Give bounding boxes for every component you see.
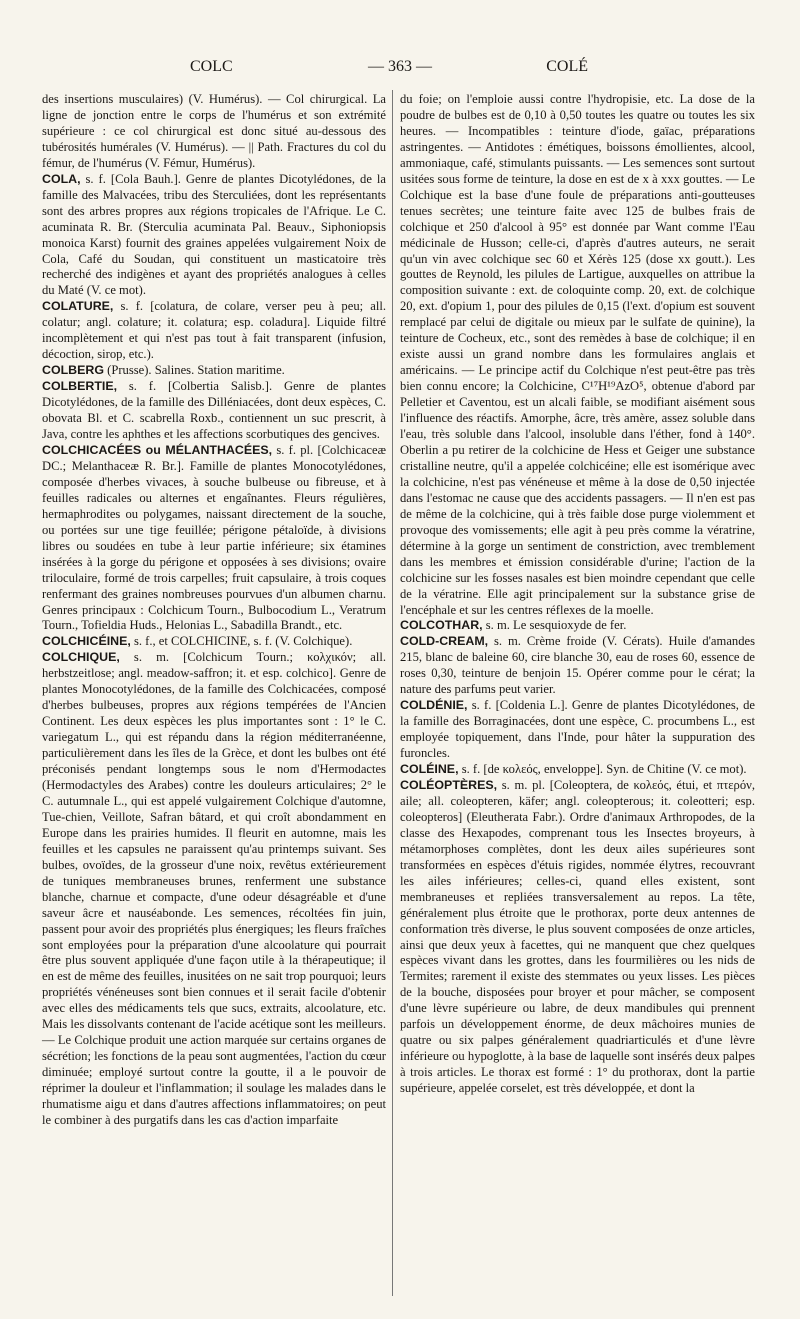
entry-text: s. m. Crème froide (V. Cérats). Huile d'amandes 215, blanc de baleine 60, cire blanche 30, eau de roses 60, essence de roses 0,30, teinture de benjoin 15. Opérer comme pour le cérat; la nature des parfums peut varier. xyxy=(400,634,755,697)
entry-text: des insertions musculaires) (V. Humérus). — Col chirurgical. La ligne de jonction entre le corps de l'humérus et son extrémité supérieure : ce col chirurgical est donc situé au-dessous des tubérosités humérales (V. Humérus). — || Path. Fractures du col du fémur, de l'humérus (V. Fémur, Humérus). xyxy=(42,92,386,170)
entry-text: s. f., et COLCHICINE, s. f. (V. Colchique). xyxy=(133,634,353,649)
entry-colature xyxy=(42,299,386,363)
headword: COLD-CREAM, xyxy=(400,634,489,649)
headword: COLCHICÉINE, xyxy=(42,634,131,649)
headword: COLCHICACÉES ou MÉLANTHACÉES, xyxy=(42,442,273,457)
header-left-keyword: COLC xyxy=(190,58,233,75)
entry-coleopteres xyxy=(400,778,755,1097)
column-divider xyxy=(392,90,393,1296)
running-header xyxy=(40,58,760,80)
page-number: — 363 — xyxy=(368,58,432,75)
headword: COLCOTHAR, xyxy=(400,618,483,633)
entry-cola xyxy=(42,172,386,300)
headword: COLBERTIE, xyxy=(42,379,118,394)
headword: COLATURE, xyxy=(42,299,114,314)
entry-colchiceine xyxy=(42,634,386,650)
entry-text: du foie; on l'emploie aussi contre l'hydropisie, etc. La dose de la poudre de bulbes est de 0,10 à 0,50 toutes les quatre ou toutes les six heures. — Incompatibles : teinture d'iode, gaïac, préparations astringentes. — Antidotes : émétiques, boissons émollientes, alcool, ammoniaque, café, stimulants puissants. — Les semences sont surtout usitées sous forme de teinture, la dose en est de x à xxx gouttes. — Le Colchique est la base d'une foule de préparations anti-goutteuses tenues secrètes; une teinture faite avec 125 de bulbes frais de colchique et 250 d'alcool à 95° est donnée par Want comme l'Eau médicinale de Husson; celle-ci, d'après d'autres auteurs, ne serait qu'un vin avec colchique sec 60 et Xérès 125 (dose xx goutt.). Les gouttes de Reynold, les pilules de Lartigue, auxquelles on attribue la composition suivante : ext. de coloquinte comp. 20, ext. de colchique 20, ext. d'opium 1, pour des pilules de 0,15 (l'ext. d'opium est souvent remplacé par celui de digitale ou mieux par le sulfate de quinine), la teinture de Cocheux, etc., sont des remèdes à base de colchique; il en existe aussi un grand nombre dans les formulaires anglais et américains. — Le principe actif du Colchique n'est peut-être pas très bien connu encore; la Colchicine, C¹⁷H¹⁹AzO⁵, obtenue d'abord par Pelletier et Caventou, est un alcali faible, se modifiant aisément sous l'influence des réactifs. Amorphe, âcre, très amère, assez soluble dans l'eau, très soluble dans l'alcool, insoluble dans l'éther, fond à 140°. Oberlin a pu retirer de la colchicine de Hess et Geiger une substance cristalline neutre, qu'il a appelée colchicéine; elle est isomérique avec la colchicine, n'est pas vénéneuse et même à la dose de 0,50 injectée dans l'estomac ne cause que des accidents passagers. — Il n'en est pas de même de la colchicine, qui à très faible dose purge violemment et provoque des vomissements; elle agit à peu près comme la vératrine, détermine à la gorge un sentiment de constriction, avec tremblement dans les membres et émission considérable d'urine; l'action de la colchicine sur les fosses nasales est bien moindre cependant que celle de la vératrine. Elle agit principalement sur la substance grise de l'encéphale et sur les centres réflexes de la moelle. xyxy=(400,92,755,617)
headword: COLA, xyxy=(42,171,81,186)
headword: COLÉINE, xyxy=(400,762,459,777)
entry-text: s. f. [Cola Bauh.]. Genre de plantes Dicotylédones, de la famille des Malvacées, tribu des Sterculiées, dont les représentants sont des arbres propres aux régions tropicales de l'Afrique. Le C. acuminata R. Br. (Sterculia acuminata Pal. Beauv., Siphoniopsis monoica Karst) fournit des graines appelées vulgairement Noix de Cola, Café du Soudan, qui constituent un masticatoire très recherché des indigènes et ayant des propriétés analogues à celles du Maté (V. ce mot). xyxy=(42,171,386,298)
header-right-keyword: COLÉ xyxy=(546,58,588,75)
entry-text: s. f. [Coldenia L.]. Genre de plantes Dicotylédones, de la famille des Borraginacées, dont une espèce, C. procumbens L., est employée topiquement, dans l'Inde, pour hâter la suppuration des furoncles. xyxy=(400,698,755,761)
headword: COLBERG xyxy=(42,363,104,378)
entry-col-continuation xyxy=(42,92,386,172)
entry-colbertie xyxy=(42,379,386,443)
headword: COLDÉNIE, xyxy=(400,698,468,713)
entry-text: s. f. pl. [Colchicaceæ DC.; Melanthaceæ R. Br.]. Famille de plantes Monocotylédones, composée d'herbes vivaces, à souche bulbeuse ou fibreuse, et à feuilles radicales ou alternes et engaînantes. Fleurs régulières, hermaphrodites ou polygames, naissant directement de la souche, ou portées sur une tige feuillée; périgone pétaloïde, à divisions libres ou soudées en tube à leur partie inférieure; six étamines insérées à la gorge du périgone et opposées à ses divisions; ovaire triloculaire, formé de trois carpelles; fruit capsulaire, à trois coques renfermant des graines nombreuses pourvues d'un albumen charnu. Genres principaux : Colchicum Tourn., Bulbocodium L., Veratrum Tourn., Tofieldia Huds., Helonias L., Sabadilla Brandt., etc. xyxy=(42,442,386,633)
left-column xyxy=(42,92,386,1129)
entry-text: s. m. [Colchicum Tourn.; κολχικόν; all. herbstzeitlose; angl. meadow-saffron; it. et esp. colchico]. Genre de plantes Monocotylédones, de la famille des Colchicacées, composé d'herbes bulbeuses, propres aux régions tempérées de l'Ancien Continent. Les deux espèces les plus importantes sont : 1° le C. variegatum L., qui est répandu dans la région méditerranéenne, particulièrement dans les îles de la Grèce, et dont les bulbes ont été préconisés pendant longtemps sous le nom d'Hermodactes (Hermodactyles des Arabes) contre les douleurs articulaires; 2° le C. autumnale L., qui est appelé vulgairement Colchique d'automne, Tue-chien, Veillote, Safran bâtard, et qui croît abondamment en Europe dans les prairies humides. Il fleurit en automne, mais les feuilles et les capsules ne paraissent qu'au printemps suivant. Ses bulbes, ovoïdes, de la grosseur d'une noix, revêtus extérieurement de tuniques membraneuses brunes, renferment une substance blanche, charnue et compacte, d'une odeur désagréable et d'une saveur âcre et nauséabonde. Les semences, récoltées fin juin, passent pour avoir des propriétés plus énergiques; les fleurs fraîches sont employées pour la préparation d'une alcoolature qui pourrait être plus souvent appliquée d'une façon utile à la thérapeutique; il en est de même des feuilles, inusitées on ne sait trop pourquoi; leurs propriétés vénéneuses sont bien connues et il serait facile d'obtenir avec elles des médicaments tels que sucs, extraits, alcoolature, etc. Mais les dissolvants contenant de l'acide acétique sont les meilleurs. — Le Colchique produit une action marquée sur certains organes de sécrétion; les fonctions de la peau sont augmentées, l'action du cœur diminuée; employé surtout contre la goutte, il a le pouvoir de réprimer la douleur et l'inflammation; il soulage les malades dans le rhumatisme aigu et dans d'autres affections inflammatoires; on peut le combiner à des purgatifs dans les cas d'action imparfaite xyxy=(42,650,386,1127)
right-column xyxy=(400,92,755,1097)
entry-text: (Prusse). Salines. Station maritime. xyxy=(107,363,285,378)
entry-text: s. f. [colatura, de colare, verser peu à peu; all. colatur; angl. colature; it. colatura; esp. coladura]. Liquide filtré incomplètement et qui n'est pas tout à fait transparent (infusion, décoction, sirop, etc.). xyxy=(42,299,387,362)
entry-text: s. f. [Colbertia Salisb.]. Genre de plantes Dicotylédones, de la famille des Dilléniacées, dont deux espèces, C. obovata Bl. et C. scabrella Roxb., contiennent un suc prescrit, à Java, contre les aphthes et les affections scorbutiques des gencives. xyxy=(42,379,386,442)
headword: COLCHIQUE, xyxy=(42,650,120,665)
entry-coleine xyxy=(400,762,755,778)
entry-text: s. m. pl. [Coleoptera, de κολεός, étui, et πτερόν, aile; all. coleopteren, käfer; angl. coleopterous; it. coleotteri; esp. coleopteros] (Eleutherata Fabr.). Ordre d'animaux Arthropodes, de la classe des Hexapodes, comprenant tous les Insectes broyeurs, à métamorphoses complètes, dont les deux ailes supérieures sont transformées en espèces d'étuis rigides, nommée élytres, recouvrant les ailes inférieures; celles-ci, quand elles existent, sont membraneuses et repliées transversalement au repos. La tête, généralement plus étroite que le prothorax, porte deux antennes de conformation très diverse, le plus souvent composées de onze articles, ainsi que deux yeux à facettes, qui ne manquent que chez quelques espèces vivant dans les grottes, dans les fourmilières ou les nids de Termites; rarement il existe des stemmates ou yeux lisses. Les pièces de la bouche, disposées pour broyer et pour mâcher, se composent d'une lèvre supérieure ou labre, de deux mandibules qui prennent parfois un développement énorme, de deux mâchoires munies de quatre ou six palpes généralement quadriarticulés et d'une lèvre inférieure ou hypoglotte, à la base de laquelle sont insérés deux palpes à trois articles. Le thorax est formé : 1° du prothorax, dont la partie supérieure, appelée corselet, est très développée, et dont la xyxy=(400,777,755,1096)
entry-colberg xyxy=(42,363,386,379)
entry-colcothar xyxy=(400,618,755,634)
entry-text: s. f. [de κολεός, enveloppe]. Syn. de Chitine (V. ce mot). xyxy=(461,762,747,777)
headword: COLÉOPTÈRES, xyxy=(400,777,498,792)
entry-colchique xyxy=(42,650,386,1129)
entry-colchique-continuation xyxy=(400,92,755,618)
entry-cold-cream xyxy=(400,634,755,698)
entry-coldenie xyxy=(400,698,755,762)
entry-colchicacees xyxy=(42,443,386,634)
entry-text: s. m. Le sesquioxyde de fer. xyxy=(485,618,627,633)
